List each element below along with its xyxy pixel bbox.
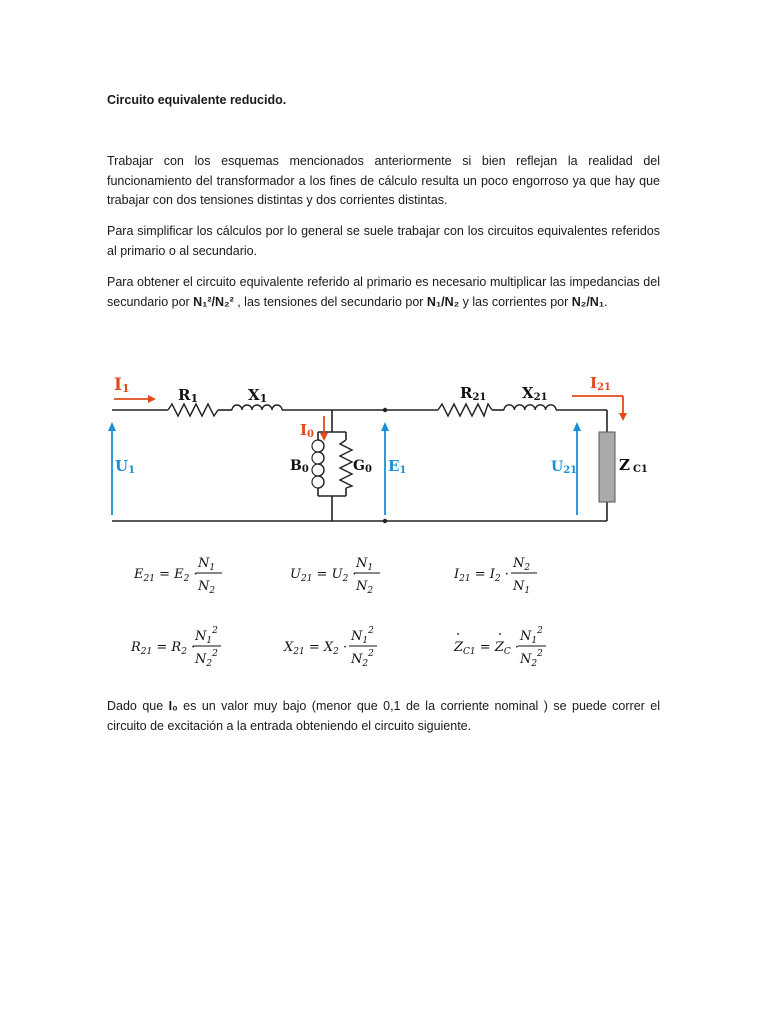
svg-text:N1: $N_1$ — [356, 556, 374, 573]
label-u21: U21 — [551, 459, 578, 476]
p3-text-2: , las tensiones del secundario por — [233, 294, 427, 309]
formula-u21 — [290, 556, 380, 596]
svg-text:E21 = E2 ·: $E_{21} = E_2$ · — [134, 567, 198, 584]
svg-text:N2: $N_2$ — [513, 556, 531, 573]
label-u1: U1 — [115, 457, 136, 476]
label-i21: I21 — [590, 374, 611, 393]
formula-e21 — [133, 556, 222, 596]
label-i0: I0 — [300, 421, 314, 440]
section-title: Circuito equivalente reducido. — [107, 93, 287, 107]
paragraph-simplify: Para simplificar los cálculos por lo general se suele trabajar con los circuitos equivalentes referidos al primario o al secundario. — [107, 224, 660, 258]
formula-i21 — [453, 556, 537, 596]
node-bottom-e1 — [383, 519, 387, 523]
paragraph-intro: Trabajar con los esquemas mencionados anteriormente si bien reflejan la realidad del funcionamiento del transformador a los fines de cálculo resulta un poco engorroso ya que hay que trabajar con dos tensiones distintas y dos corrientes distintas. — [107, 154, 660, 207]
formula-x21 — [283, 626, 377, 669]
svg-text:N12: $N_1^2$ — [351, 626, 374, 646]
node-top-e1 — [383, 408, 387, 412]
svg-text:N22: $N_2^2$ — [520, 649, 543, 669]
resistor-r21 — [438, 404, 492, 416]
load-zc1 — [599, 432, 615, 502]
label-x21: X21 — [522, 384, 548, 403]
svg-text:N22: $N_2^2$ — [195, 649, 218, 669]
p3-text-4: . — [604, 294, 608, 309]
resistor-g0 — [340, 440, 352, 488]
svg-text:N1: $N_1$ — [198, 556, 216, 573]
resistor-r1 — [168, 404, 218, 416]
svg-text:N2: $N_2$ — [356, 579, 374, 596]
label-g0: G0 — [353, 458, 372, 475]
label-e1: E1 — [388, 457, 407, 476]
svg-text:N2: $N_2$ — [198, 579, 216, 596]
svg-text:I21 = I2 ·: $I_{21} = I_2$ · — [454, 567, 509, 584]
conversion-formulas — [100, 545, 570, 680]
inductor-x1 — [232, 405, 282, 410]
equivalent-circuit-diagram — [100, 360, 660, 535]
p3-text-1: Para obtener el circuito equivalente referido al primario es necesario multiplicar las impedancias del secundario por — [107, 275, 660, 309]
p4-i0: I₀ — [168, 699, 178, 713]
phasor-dot-rhs — [499, 633, 501, 635]
p3-ratio-voltage: N₁/N₂ — [426, 294, 460, 309]
p3-ratio-current: N₂/N₁ — [571, 294, 604, 309]
p4-text-1: Dado que — [107, 699, 169, 713]
label-r1: R1 — [178, 386, 199, 405]
paragraph-excitation-shift — [107, 697, 660, 736]
p4-text-2: es un valor muy bajo (menor que 0,1 de la corriente nominal ) se puede correr el circuito de excitación a la entrada obteniendo el circuito siguiente. — [107, 699, 660, 733]
svg-text:R21 = R2 ·: $R_{21} = R_2$ · — [131, 640, 196, 657]
p3-text-3: y las corrientes por — [459, 294, 572, 309]
svg-text:N12: $N_1^2$ — [520, 626, 543, 646]
p3-ratio-impedance: N₁²/N₂² — [193, 294, 234, 309]
svg-text:N1: $N_1$ — [513, 579, 531, 596]
formula-r21 — [130, 626, 221, 669]
label-x1: X1 — [248, 386, 268, 405]
phasor-dot-lhs — [457, 633, 459, 635]
svg-text:U21 = U2 ·: $U_{21} = U_2$ · — [290, 567, 357, 584]
svg-text:X21 = X2 ·: $X_{21} = X_2$ · — [284, 640, 348, 657]
formula-zc1 — [453, 626, 546, 669]
label-b0: B0 — [290, 458, 309, 475]
label-zc1: Z C1 — [619, 456, 648, 475]
svg-text:ZC1 = ZC ·: $Z_{C1} = Z_C$ · — [454, 640, 520, 657]
inductor-x21 — [504, 405, 556, 410]
inductor-b0 — [318, 440, 324, 488]
svg-text:N22: $N_2^2$ — [351, 649, 374, 669]
label-i1: I1 — [114, 375, 130, 395]
paragraph-referred-primary — [107, 273, 660, 312]
svg-text:N12: $N_1^2$ — [195, 626, 218, 646]
label-r21: R21 — [460, 384, 487, 403]
